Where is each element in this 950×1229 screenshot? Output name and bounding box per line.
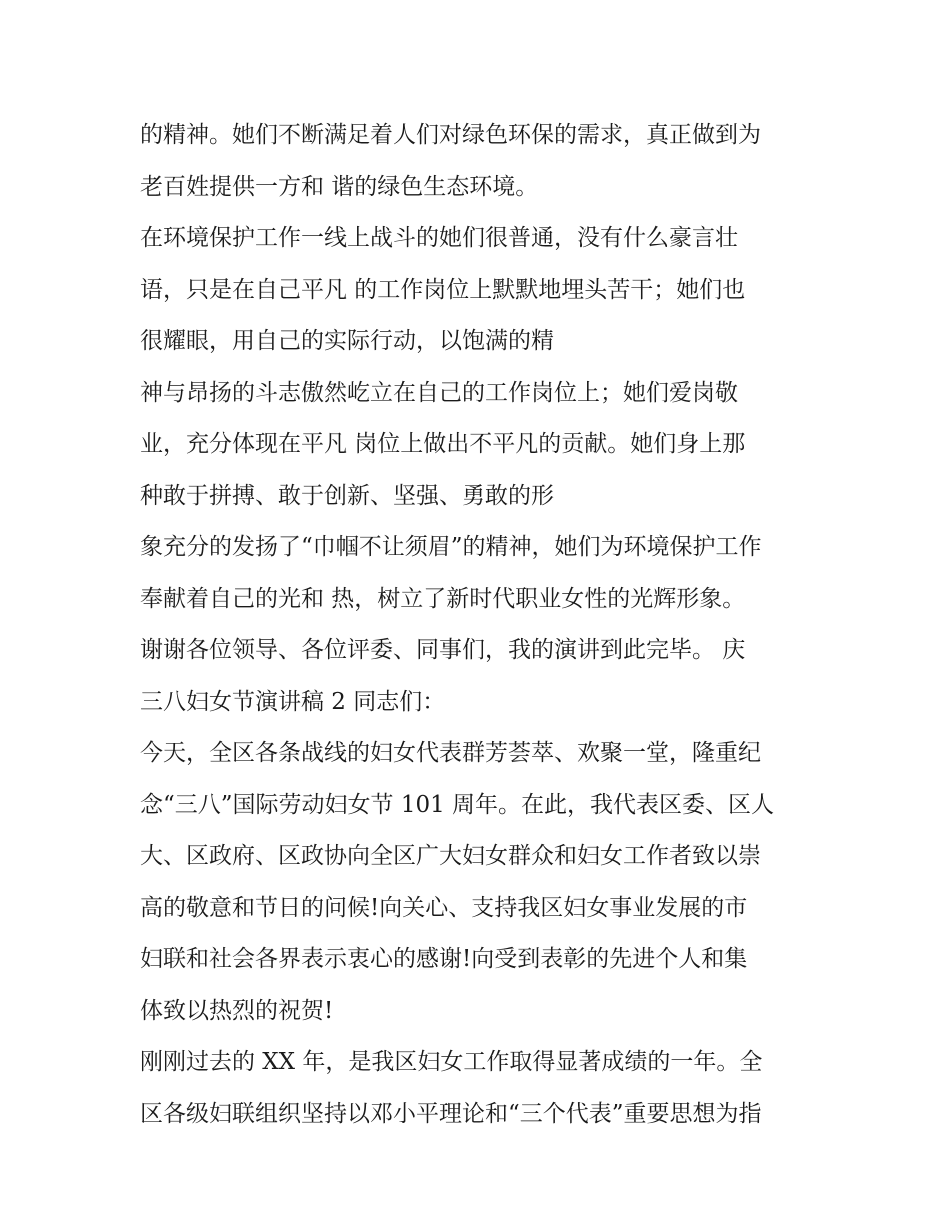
text-line: 语，只是在自己平凡 的工作岗位上默默地埋头苦干；她们也 (140, 276, 746, 303)
body-text (140, 110, 820, 1140)
text-line: 的精神。她们不断满足着人们对绿色环保的需求，真正做到为 (140, 122, 761, 148)
text-line: 谢谢各位领导、各位评委、同事们，我的演讲到此完毕。 庆 (140, 637, 746, 663)
text-line: 大、区政府、区政协向全区广大妇女群众和妇女工作者致以崇 (140, 843, 761, 869)
text-line: 神与昂扬的斗志傲然屹立在自己的工作岗位上；她们爱岗敬 (140, 379, 738, 406)
text-line: 三八妇女节演讲稿 2 同志们： (140, 688, 446, 715)
text-line: 象充分的发扬了“巾帼不让须眉”的精神，她们为环境保护工作 (140, 534, 762, 560)
text-line: 念“三八”国际劳动妇女节 101 周年。在此，我代表区委、区人 (140, 791, 775, 818)
text-line: 高的敬意和节日的问候!向关心、支持我区妇女事业发展的市 (140, 894, 748, 921)
text-line: 体致以热烈的祝贺! (140, 997, 334, 1024)
text-line: 今天，全区各条战线的妇女代表群芳荟萃、欢聚一堂，隆重纪 (140, 740, 761, 766)
text-line: 刚刚过去的 XX 年，是我区妇女工作取得显著成绩的一年。全 (140, 1049, 763, 1075)
text-line: 业，充分体现在平凡 岗位上做出不平凡的贡献。她们身上那 (140, 431, 746, 457)
text-line: 妇联和社会各界表示衷心的感谢!向受到表彰的先进个人和集 (140, 946, 748, 972)
text-line: 奉献着自己的光和 热，树立了新时代职业女性的光辉形象。 (140, 585, 746, 612)
text-line: 种敢于拼搏、敢于创新、坚强、勇敢的形 (140, 482, 554, 509)
text-line: 区各级妇联组织坚持以邓小平理论和“三个代表”重要思想为指 (140, 1100, 762, 1127)
text-line: 很耀眼，用自己的实际行动，以饱满的精 (140, 328, 554, 354)
text-line: 在环境保护工作一线上战斗的她们很普通，没有什么豪言壮 (140, 225, 738, 251)
text-line: 老百姓提供一方和 谐的绿色生态环境。 (140, 173, 539, 200)
